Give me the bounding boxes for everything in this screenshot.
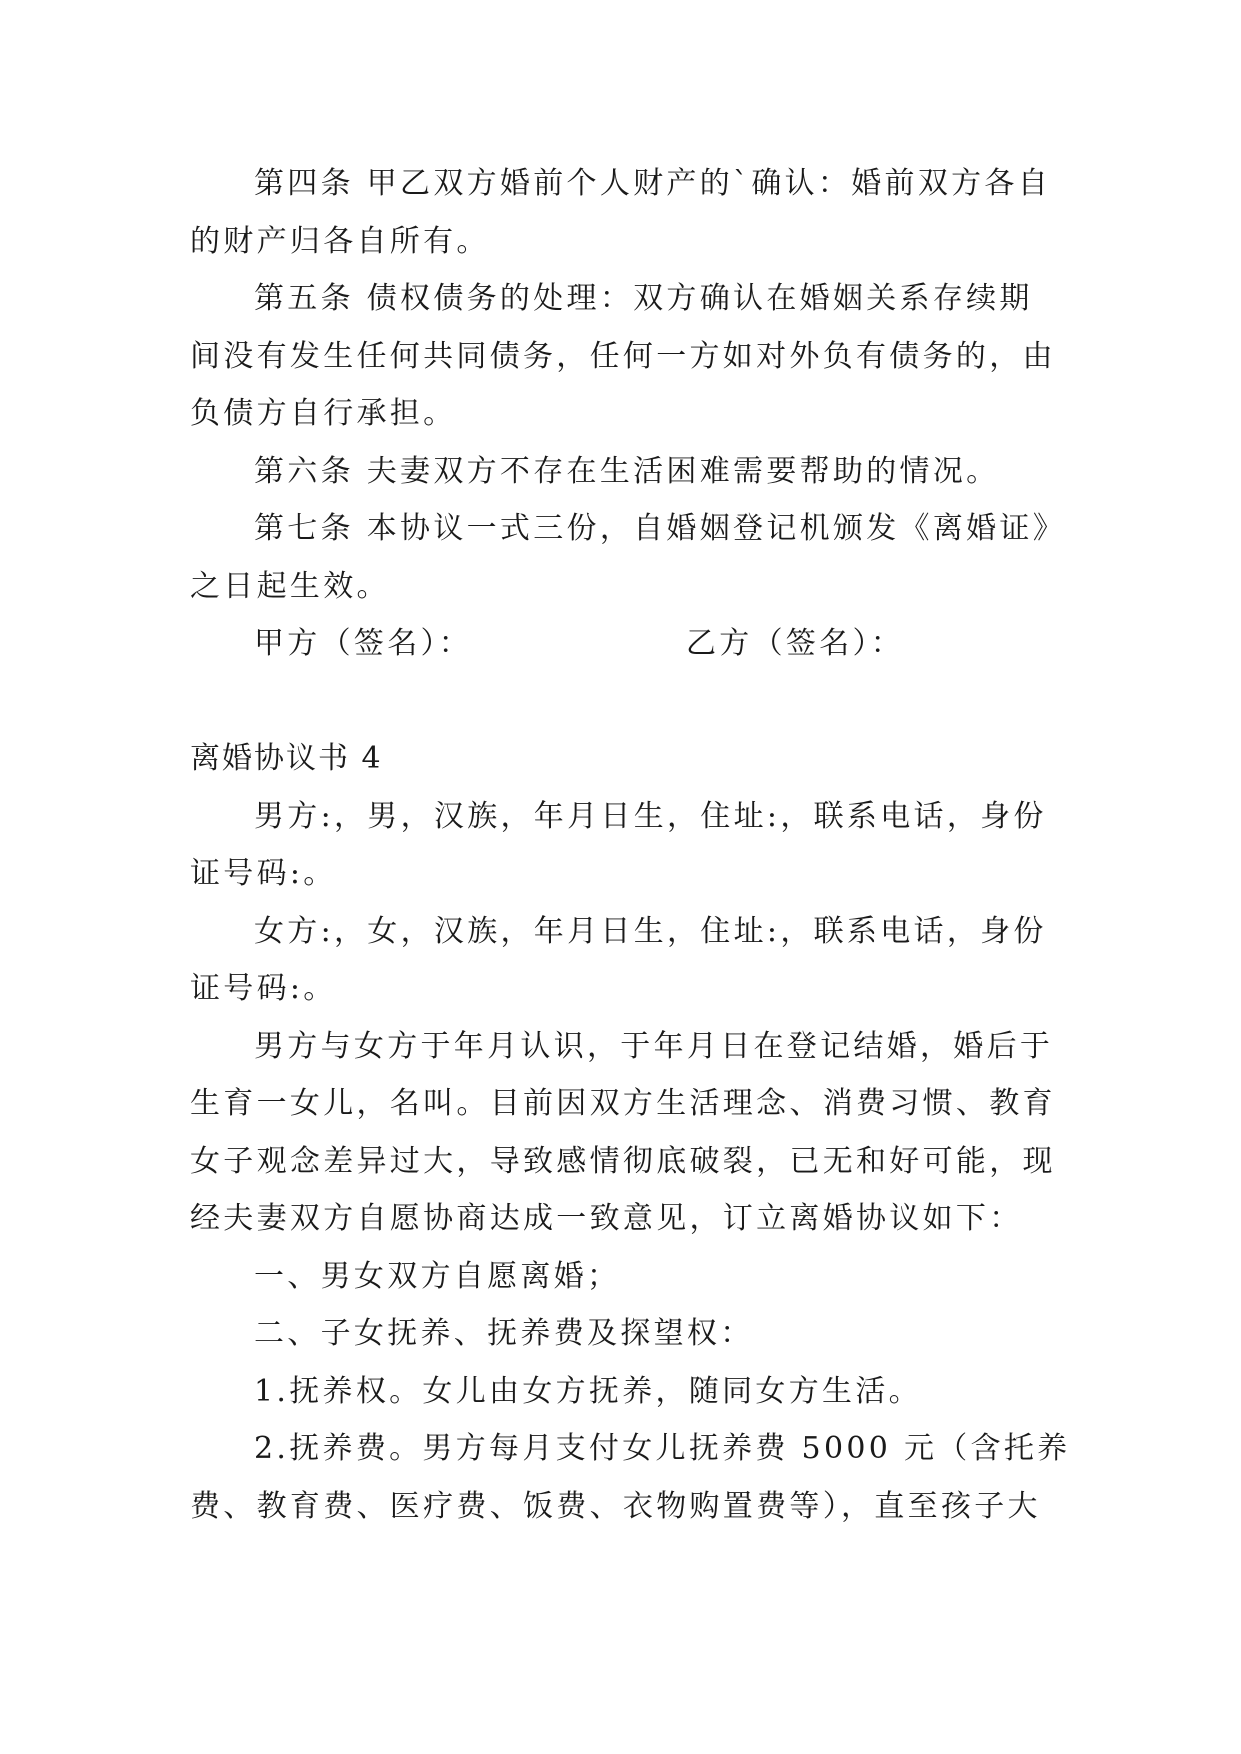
background-line-1: 男方与女方于年月认识，于年月日在登记结婚，婚后于 <box>254 1028 1054 1064</box>
item-2-line: 二、子女抚养、抚养费及探望权： <box>254 1316 754 1351</box>
male-party-line-1: 男方:，男，汉族，年月日生，住址:，联系电话，身份 <box>254 798 1047 834</box>
female-party-line-1: 女方:，女，汉族，年月日生，住址:，联系电话，身份 <box>254 913 1047 949</box>
clause-5-line-1: 第五条 债权债务的处理：双方确认在婚姻关系存续期 <box>254 281 1033 316</box>
signature-row <box>190 615 1052 673</box>
section-gap <box>190 673 1052 731</box>
signature-party-a: 甲方（签名）： <box>254 626 473 661</box>
item-2-1-line: 1.抚养权。女儿由女方抚养，随同女方生活。 <box>254 1373 922 1409</box>
clause-7-line-2: 之日起生效。 <box>190 568 390 604</box>
female-party-line-2: 证号码:。 <box>190 971 337 1006</box>
document-body <box>190 155 1071 1535</box>
item-2-2-line-1: 2.抚养费。男方每月支付女儿抚养费 5000 元（含托养 <box>254 1431 1071 1466</box>
item-2-2-line-2: 费、教育费、医疗费、饭费、衣物购置费等），直至孩子大 <box>190 1488 1041 1524</box>
clause-6-line-1: 第六条 夫妻双方不存在生活困难需要帮助的情况。 <box>254 453 1000 489</box>
item-1-line: 一、男女双方自愿离婚； <box>254 1258 621 1294</box>
clause-7-line-1: 第七条 本协议一式三份，自婚姻登记机颁发《离婚证》 <box>254 511 1067 546</box>
clause-4-line-1: 第四条 甲乙双方婚前个人财产的`确认：婚前双方各自 <box>254 166 1052 201</box>
clause-5-line-2: 间没有发生任何共同债务，任何一方如对外负有债务的，由 <box>190 338 1056 374</box>
clause-4-line-2: 的财产归各自所有。 <box>190 223 490 259</box>
background-line-4: 经夫妻双方自愿协商达成一致意见，订立离婚协议如下： <box>190 1201 1023 1236</box>
clause-5-line-3: 负债方自行承担。 <box>190 396 457 431</box>
section-title: 离婚协议书 4 <box>190 741 383 776</box>
background-line-3: 女子观念差异过大，导致感情彻底破裂，已无和好可能，现 <box>190 1143 1056 1179</box>
signature-party-b: 乙方（签名）： <box>686 626 905 661</box>
male-party-line-2: 证号码:。 <box>190 856 337 891</box>
background-line-2: 生育一女儿，名叫。目前因双方生活理念、消费习惯、教育 <box>190 1086 1056 1121</box>
